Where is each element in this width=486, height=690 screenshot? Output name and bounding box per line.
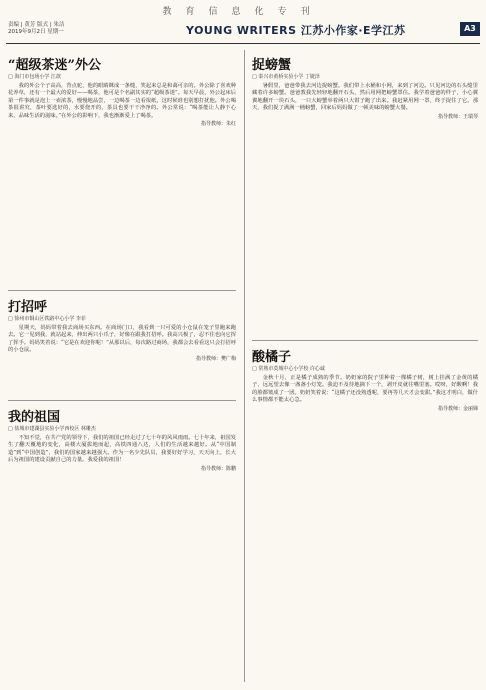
divider bbox=[8, 290, 236, 291]
article-mentor: 指导教师：朱红 bbox=[200, 121, 236, 128]
article-title: 我的祖国 bbox=[8, 410, 61, 425]
article-plum bbox=[252, 350, 478, 413]
divider bbox=[8, 400, 236, 401]
divider bbox=[252, 340, 478, 341]
article-mentor: 指导教师：樊广梅 bbox=[195, 355, 236, 362]
article-title: 打招呼 bbox=[8, 300, 48, 315]
article-mentor: 指导教师：金丽娣 bbox=[437, 405, 478, 412]
masthead: 教育信息化专刊 bbox=[162, 7, 324, 17]
article-title: “超级茶迷”外公 bbox=[8, 58, 101, 73]
article-world bbox=[8, 410, 236, 473]
article-body: 星期天，妈妈带着我去商场买东西。在商场门口，我看到一只可爱的小仓鼠在笼子里跑来跑去。它一见到我，就站起来，伸出两只小爪子，好像在跟我打招呼。我高兴极了，忍不住也向它挥了挥手。妈妈笑着说：“它是在欢迎你呢！”从那以后，每次路过商场，我都会去看看这只会打招呼的小仓鼠。 bbox=[8, 325, 236, 354]
article-byline: □ 常熟市莫城中心小学校 许心诚 bbox=[252, 366, 325, 372]
article-title: 捉螃蟹 bbox=[252, 58, 292, 73]
article-byline: □ 盐城市建湖县实验小学西校区 林雕杰 bbox=[8, 426, 96, 432]
article-byline: □ 泰兴市黄桥实验小学 丁婕泽 bbox=[252, 74, 320, 80]
editor-line: 责编 | 黄芳 版式 | 朱洁 bbox=[8, 22, 65, 28]
article-body: 暑假里，爸爸带我去河边捉螃蟹。我们带上水桶和小网，来到了河边。只见河边的石头缝里藏着许多螃蟹。爸爸教我先轻轻地翻开石头，然后用网把螃蟹罩住。我学着爸爸的样子，小心翼翼地翻开一块石头，一只大螃蟹举着两只大钳子跑了出来。我赶紧用网一罩，终于捉住了它。那天，我们捉了满满一桶螃蟹，回家后妈妈做了一顿美味的螃蟹大餐。 bbox=[252, 83, 478, 112]
page-header bbox=[0, 20, 486, 42]
issue-meta bbox=[8, 22, 64, 36]
page-number-badge: A3 bbox=[460, 22, 480, 36]
article-tea bbox=[8, 58, 236, 128]
article-hamster bbox=[8, 300, 236, 363]
article-body: 金秋十月，正是橘子成熟的季节。奶奶家的院子里种着一棵橘子树，树上挂满了金黄的橘子，远远望去像一盏盏小灯笼。我迫不及待地摘下一个，剥开皮就往嘴里塞。哎呀，好酸啊！我的脸都皱成了一团。奶奶笑着说：“这橘子还没熟透呢，要再等几天才会变甜。”我这才明白，做什么事情都不能太心急。 bbox=[252, 375, 478, 404]
column-divider bbox=[244, 50, 245, 682]
header-rule bbox=[6, 43, 480, 44]
article-mentor: 指导教师：陈鹏 bbox=[200, 465, 236, 472]
article-title: 酸橘子 bbox=[252, 350, 292, 365]
article-byline: □ 徐州市铜山区铁路中心小学 李菲 bbox=[8, 316, 86, 322]
date-line: 2019年9月2日 星期一 bbox=[8, 29, 64, 35]
article-body: 我的外公个子高高，背点驼，他的眼睛眯成一条缝，笑起来总是和蔼可亲的。外公除了喜欢种花养草，还有一个最大的爱好——喝茶，他可是个名副其实的“超级茶迷”。每天早晨，外公起床后第一件事就是泡上一壶浓茶，慢慢地品尝，一边喝茶一边看报纸，这时候谁也别想打扰他。外公喝茶很讲究，茶叶要选好的，水要烧开的，茶具也要干干净净的。外公常说：“喝茶能让人静下心来，品味生活的滋味。”在外公的影响下，我也渐渐爱上了喝茶。 bbox=[8, 83, 236, 119]
article-crab bbox=[252, 58, 478, 121]
section-title: YOUNG WRITERS 江苏小作家·E学江苏 bbox=[186, 24, 406, 37]
article-body: 不知不觉，在共产党的领导下，我们的祖国已经走过了七十年的风风雨雨。七十年来，祖国发生了翻天覆地的变化，高楼大厦拔地而起，高铁四通八达，人们的生活越来越好。从“中国制造”到“中国创造”，我们的国家越来越强大。作为一名少先队员，我要好好学习，天天向上，长大后为祖国的建设贡献自己的力量。我爱我的祖国！ bbox=[8, 435, 236, 464]
article-byline: □ 海门市包场小学 江歆 bbox=[8, 74, 61, 80]
article-mentor: 指导教师：王瑞琴 bbox=[437, 113, 478, 120]
